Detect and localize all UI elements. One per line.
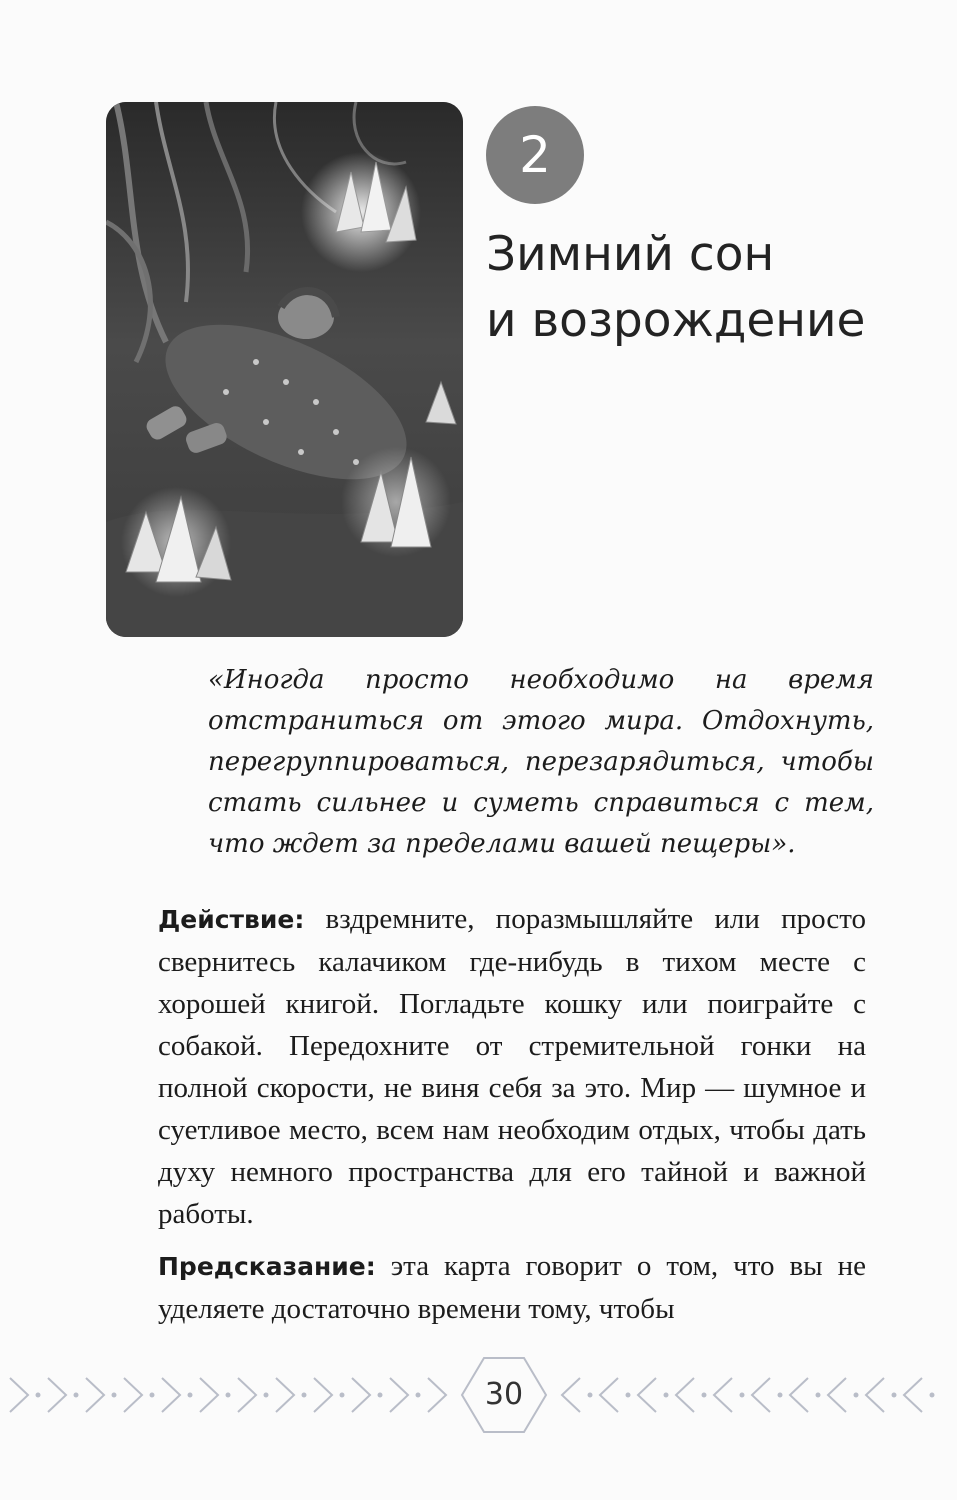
action-paragraph <box>158 898 866 1235</box>
action-text: вздремните, поразмышляйте или просто свернитесь калачиком где-нибудь в тихом месте с хорошей книгой. Погладьте кошку или поиграйте с собакой. Передохните от стремительной гонки на полной скорости, не виня себя за это. Мир — шумное и суетливое место, всем нам необходим отдых, чтобы дать духу немного пространства для его тайной и важной работы. <box>158 903 866 1230</box>
card-illustration <box>106 102 463 637</box>
card-title-line-1: Зимний сон <box>486 227 775 282</box>
prediction-text: эта карта говорит о том, что вы не уделяете достаточно времени тому, чтобы <box>158 1250 867 1325</box>
footer-ornament <box>0 1350 957 1440</box>
card-title-line-2: и возрождение <box>486 293 866 348</box>
card-number-badge: 2 <box>486 106 584 204</box>
page-number: 30 <box>484 1377 524 1412</box>
prediction-paragraph <box>158 1245 866 1330</box>
prediction-label: Предсказание: <box>158 1252 376 1281</box>
card-quote: «Иногда просто необходимо на время отстраниться от этого мира. Отдохнуть, перегруппироваться, перезарядиться, чтобы стать сильнее и суметь справиться с тем, что ждет за пределами вашей пещеры». <box>208 665 874 859</box>
card-title <box>486 222 926 354</box>
action-label: Действие: <box>158 905 305 934</box>
